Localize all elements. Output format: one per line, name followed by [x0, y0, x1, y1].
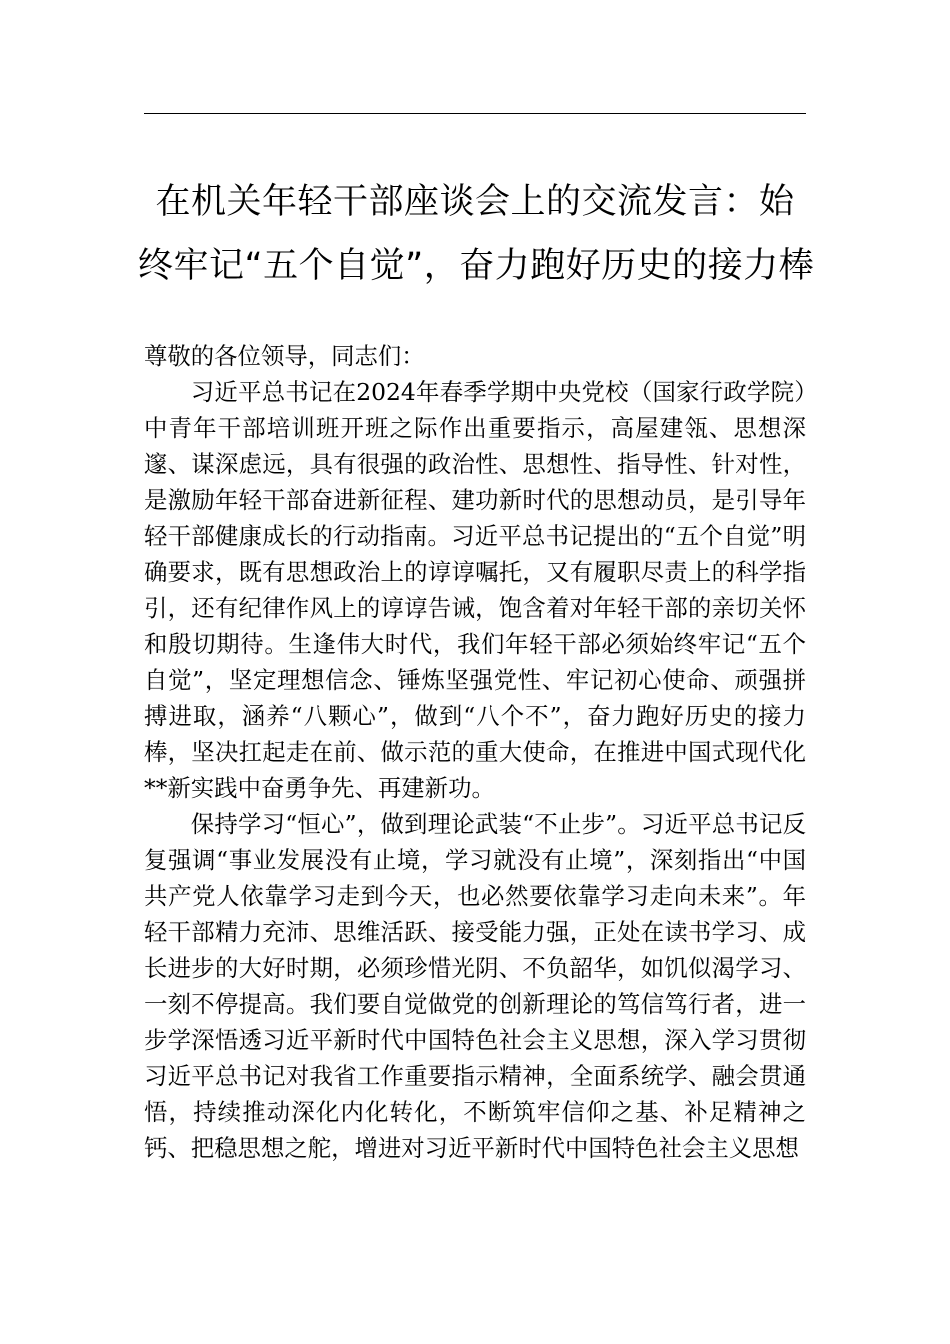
- paragraph-1: 习近平总书记在2024年春季学期中央党校（国家行政学院）中青年干部培训班开班之际作出重要指示，高屋建瓴、思想深邃、谋深虑远，具有很强的政治性、思想性、指导性、针对性，是激励年轻干部奋进新征程、建功新时代的思想动员，是引导年轻干部健康成长的行动指南。习近平总书记提出的“五个自觉”明确要求，既有思想政治上的谆谆嘱托，又有履职尽责上的科学指引，还有纪律作风上的谆谆告诫，饱含着对年轻干部的亲切关怀和殷切期待。生逢伟大时代，我们年轻干部必须始终牢记“五个自觉”，坚定理想信念、锤炼坚强党性、牢记初心使命、顽强拼搏进取，涵养“八颗心”，做到“八个不”，奋力跑好历史的接力棒，坚决扛起走在前、做示范的重大使命，在推进中国式现代化**新实践中奋勇争先、再建新功。: [144, 378, 806, 802]
- document-body: [144, 338, 806, 1166]
- header-rule: [144, 113, 806, 114]
- title-line-1: 在机关年轻干部座谈会上的交流发言：始: [155, 182, 795, 222]
- document-title: [138, 170, 815, 298]
- paragraph-2: 保持学习“恒心”，做到理论武装“不止步”。习近平总书记反复强调“事业发展没有止境，学习就没有止境”，深刻指出“中国共产党人依靠学习走到今天，也必然要依靠学习走向未来”。年轻干部精力充沛、思维活跃、接受能力强，正处在读书学习、成长进步的大好时期，必须珍惜光阴、不负韶华，如饥似渴学习、一刻不停提高。我们要自觉做党的创新理论的笃信笃行者，进一步学深悟透习近平新时代中国特色社会主义思想，深入学习贯彻习近平总书记对我省工作重要指示精神，全面系统学、融会贯通悟，持续推动深化内化转化，不断筑牢信仰之基、补足精神之钙、把稳思想之舵，增进对习近平新时代中国特色社会主义思想: [144, 810, 806, 1162]
- greeting: 尊敬的各位领导，同志们：: [144, 342, 425, 370]
- title-line-2: 终牢记“五个自觉”，奋力跑好历史的接力棒: [138, 246, 815, 286]
